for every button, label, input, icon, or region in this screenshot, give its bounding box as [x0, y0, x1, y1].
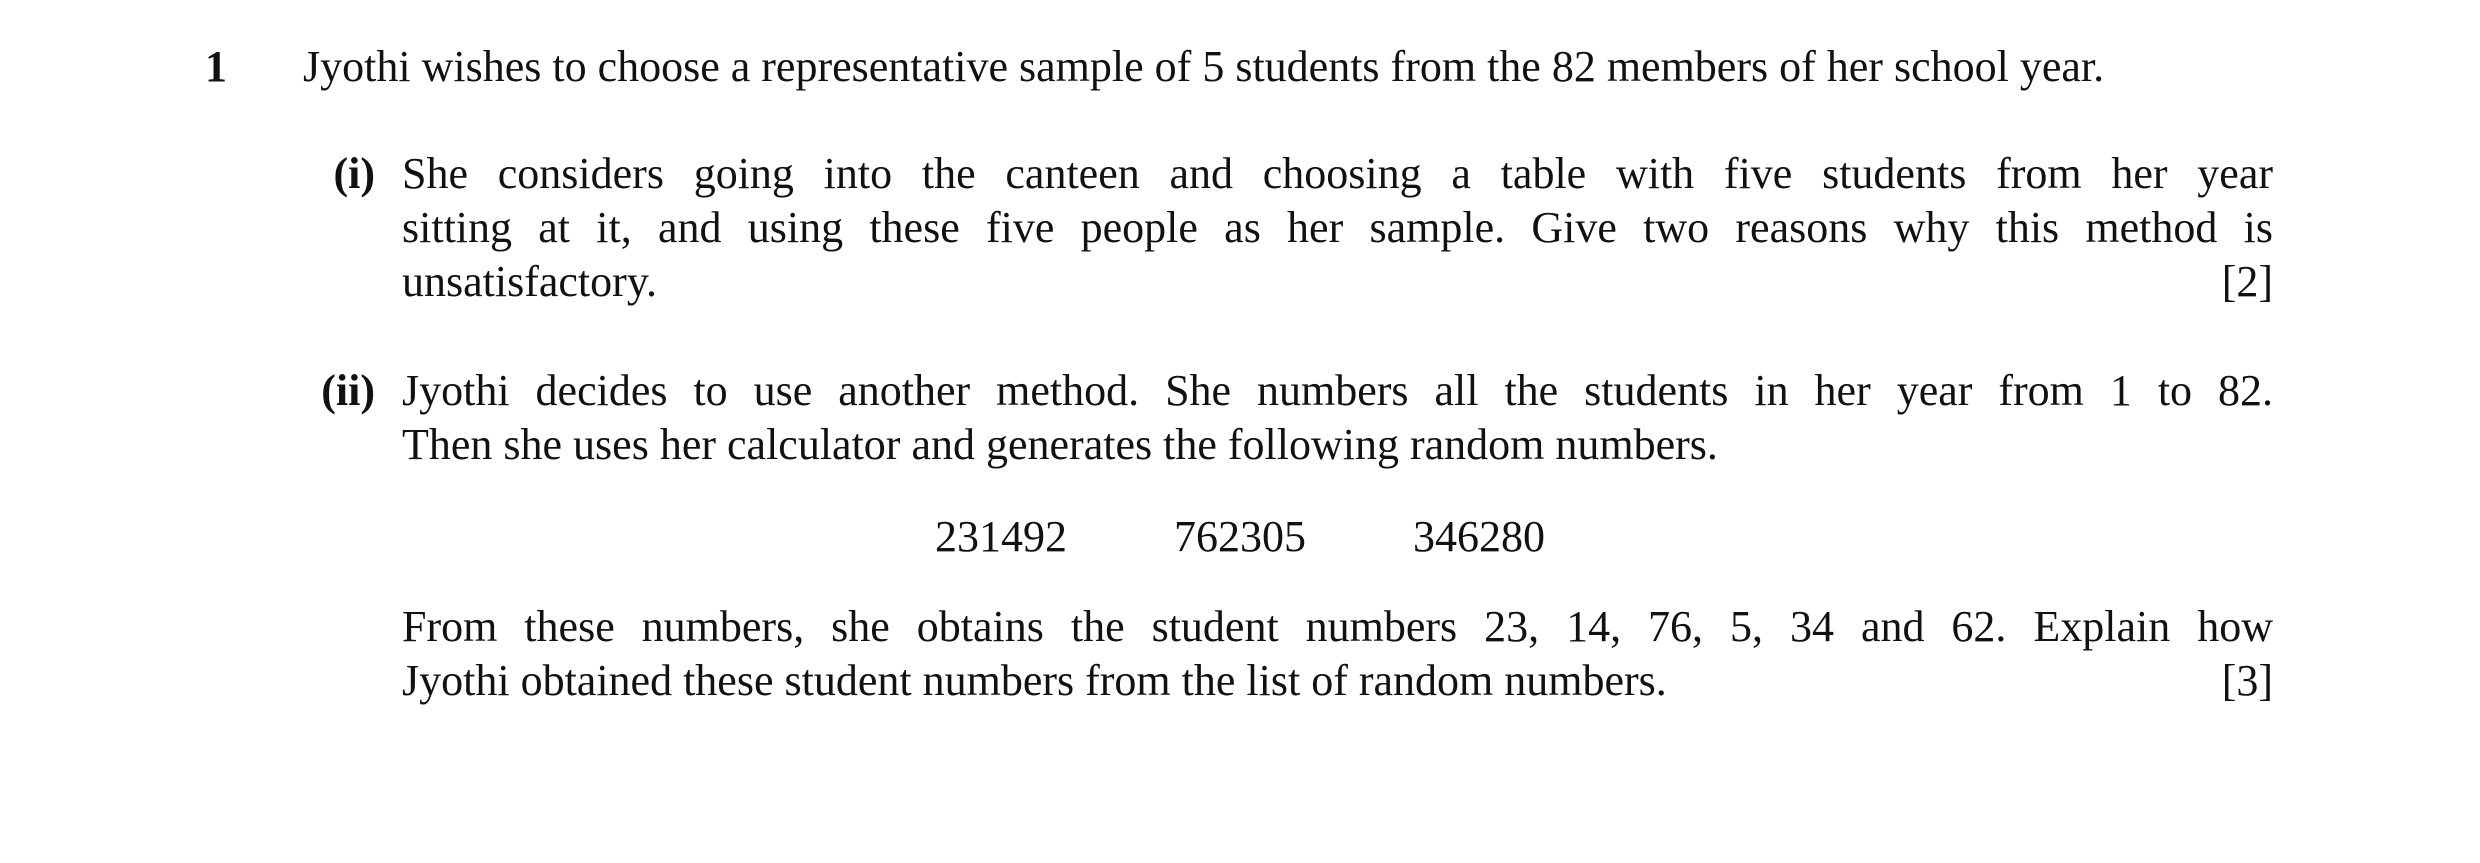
- question-number: 1: [205, 42, 227, 91]
- part-i-marks: [2]: [2221, 257, 2273, 306]
- part-i-line-3-text: unsatisfactory.: [402, 257, 657, 306]
- part-ii-label: (ii): [321, 366, 375, 415]
- part-ii-line-3: From these numbers, she obtains the student numbers 23, 14, 76, 5, 34 and 62. Explain how: [402, 602, 2273, 651]
- part-ii-line-4-text: Jyothi obtained these student numbers from the list of random numbers.: [402, 656, 1667, 705]
- part-ii-line-2: Then she uses her calculator and generates the following random numbers.: [402, 420, 1718, 469]
- part-i-line-2: sitting at it, and using these five people as her sample. Give two reasons why this method is: [402, 203, 2273, 252]
- random-number: 231492: [935, 512, 1067, 561]
- part-ii-marks: [3]: [2221, 656, 2273, 705]
- random-number: 762305: [1174, 512, 1306, 561]
- question-stem: Jyothi wishes to choose a representative sample of 5 students from the 82 members of her school year.: [303, 42, 2105, 91]
- part-ii-intro: [402, 364, 2273, 472]
- part-i-line-1: She considers going into the canteen and choosing a table with five students from her year: [402, 149, 2273, 198]
- random-numbers: [0, 510, 2480, 564]
- random-number: 346280: [1413, 512, 1545, 561]
- part-i-label: (i): [333, 149, 375, 198]
- part-ii-question: [402, 600, 2273, 708]
- part-i-text: [402, 147, 2273, 309]
- part-i-line-3: [402, 255, 2273, 309]
- part-ii-line-4: [402, 654, 2273, 708]
- part-ii-line-1: Jyothi decides to use another method. She numbers all the students in her year from 1 to 82.: [402, 366, 2273, 415]
